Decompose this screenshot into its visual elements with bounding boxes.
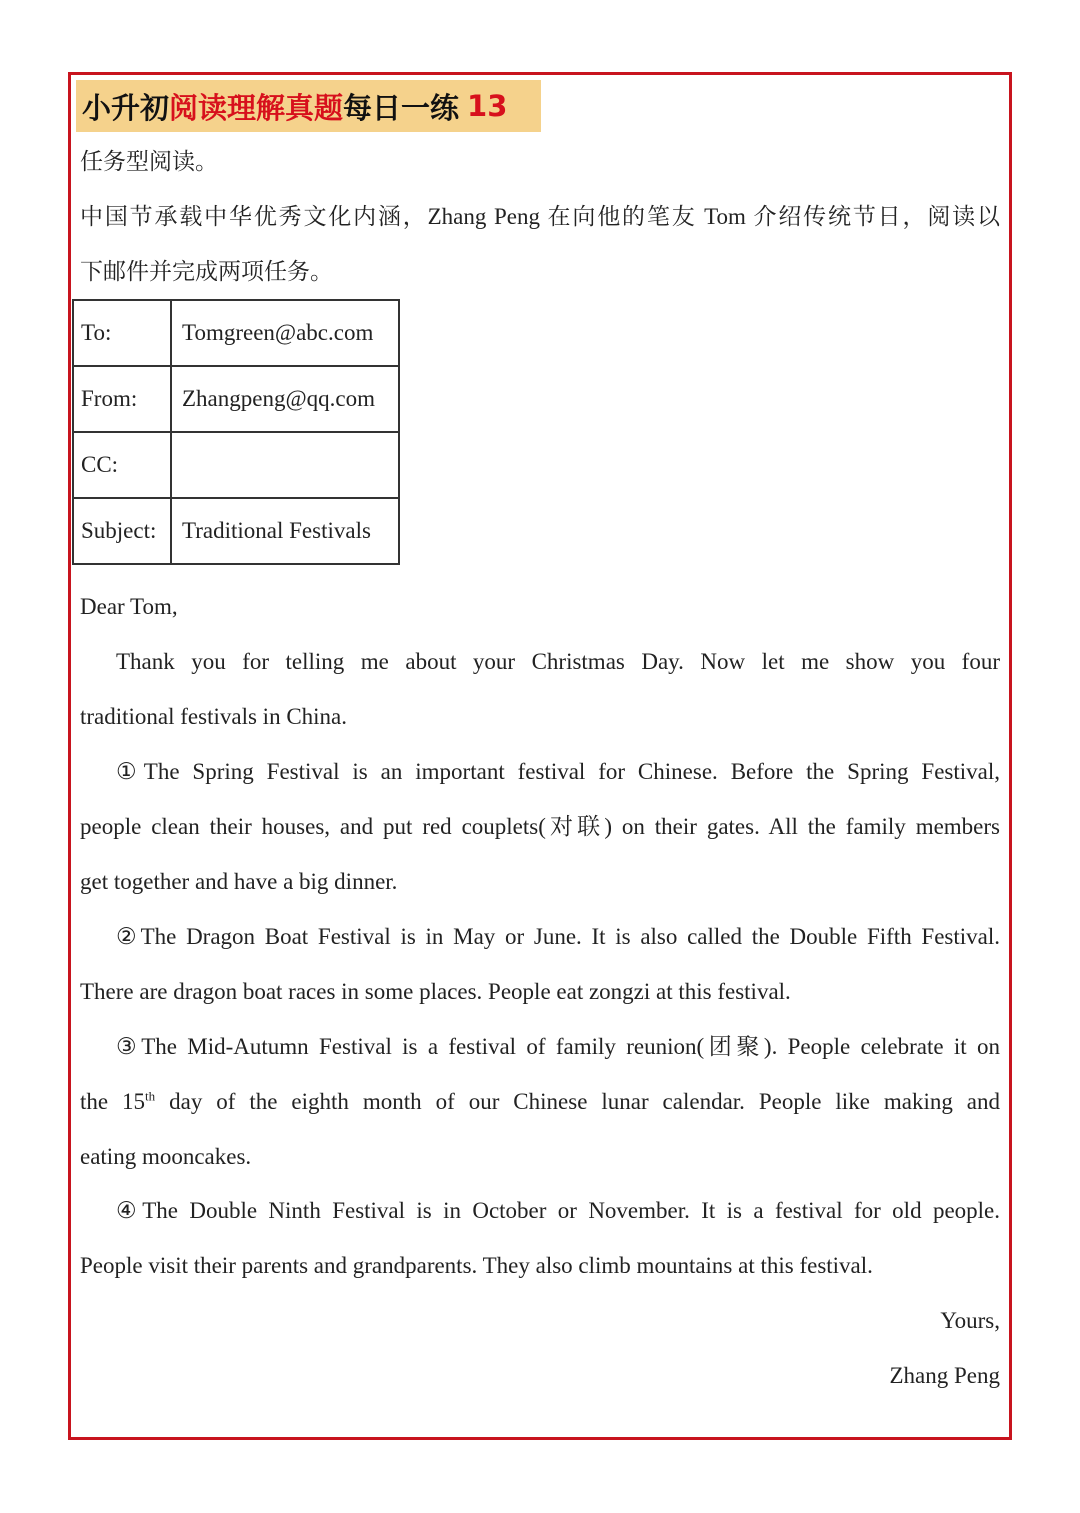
para-spring-line-1: ①The Spring Festival is an important festival for Chinese. Before the Spring Festival, <box>116 759 1000 784</box>
page-title <box>76 80 541 132</box>
email-row-to <box>73 300 399 366</box>
title-part-2: 阅读理解真题 <box>169 90 344 125</box>
para-spring-line-2: people clean their houses, and put red couplets(对联) on their gates. All the family members <box>80 814 1000 839</box>
letter-greeting: Dear Tom, <box>80 594 178 619</box>
intro-line-1: 中国节承载中华优秀文化内涵，Zhang Peng 在向他的笔友 Tom 介绍传统节日，阅读以 <box>80 204 1000 229</box>
email-value: Tomgreen@abc.com <box>171 300 399 366</box>
task-type: 任务型阅读。 <box>80 149 218 174</box>
para-intro-line-1: Thank you for telling me about your Christmas Day. Now let me show you four <box>116 649 1000 674</box>
para-doubleninth-line-1: ④The Double Ninth Festival is in October or November. It is a festival for old people. <box>116 1198 1000 1223</box>
intro-line-2: 下邮件并完成两项任务。 <box>80 259 333 284</box>
para-dragon-line-1: ②The Dragon Boat Festival is in May or June. It is also called the Double Fifth Festival. <box>116 924 1000 949</box>
email-row-subject <box>73 498 399 564</box>
email-label: To: <box>73 300 171 366</box>
title-part-1: 小升初 <box>82 90 170 125</box>
para-doubleninth-line-2: People visit their parents and grandparents. They also climb mountains at this festival. <box>80 1253 873 1278</box>
email-label: Subject: <box>73 498 171 564</box>
para-midautumn-line-2 <box>80 1074 1000 1129</box>
text-run: day of the eighth month of our Chinese lunar calendar. People like making and <box>155 1089 1000 1114</box>
title-number: 13 <box>467 89 508 123</box>
email-value: Zhangpeng@qq.com <box>171 366 399 432</box>
email-header-table <box>72 299 400 565</box>
para-spring-line-3: get together and have a big dinner. <box>80 869 398 894</box>
title-part-3: 每日一练 <box>343 90 460 125</box>
para-dragon-line-2: There are dragon boat races in some places. People eat zongzi at this festival. <box>80 979 791 1004</box>
para-midautumn-line-1: ③The Mid-Autumn Festival is a festival of family reunion(团聚). People celebrate it on <box>116 1034 1000 1059</box>
para-intro-line-2: traditional festivals in China. <box>80 704 348 729</box>
email-row-from <box>73 366 399 432</box>
email-label: From: <box>73 366 171 432</box>
letter-signature: Zhang Peng <box>889 1363 1000 1388</box>
email-label: CC: <box>73 432 171 498</box>
letter-closing: Yours, <box>940 1308 1000 1333</box>
email-value <box>171 432 399 498</box>
email-row-cc <box>73 432 399 498</box>
text-run: the 15 <box>80 1089 146 1114</box>
superscript: th <box>145 1088 156 1104</box>
para-midautumn-line-3: eating mooncakes. <box>80 1144 252 1169</box>
email-value: Traditional Festivals <box>171 498 399 564</box>
